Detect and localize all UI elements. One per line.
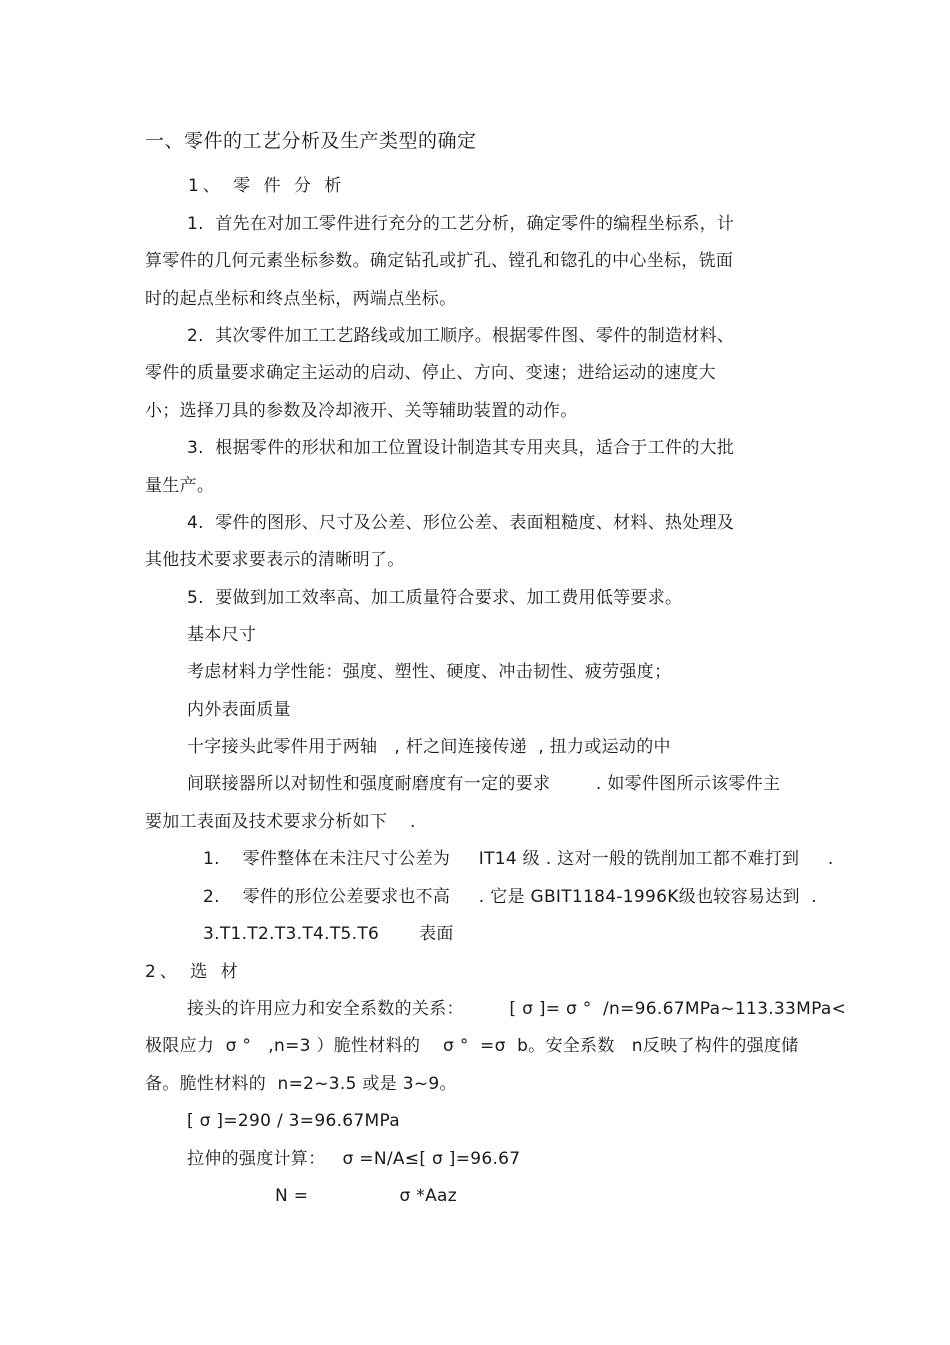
material-properties-line: 考虑材料力学性能：强度、塑性、硬度、冲击韧性、疲劳强度； — [187, 662, 672, 682]
paragraph-4-line-1: 4. 零件的图形、尺寸及公差、形位公差、表面粗糙度、材料、热处理及 — [187, 513, 735, 533]
paragraph-1-line-2: 算零件的几何元素坐标参数。确定钻孔或扩孔、镗孔和锪孔的中心坐标，铣面 — [145, 251, 734, 271]
section-heading-material-selection: 2、 选 材 — [145, 962, 242, 982]
cross-joint-line-3: 要加工表面及技术要求分析如下 . — [145, 812, 416, 832]
selection-line-2: 极限应力 σ ° ,n=3 ）脆性材料的 σ ° =σ b。安全系数 n反映了构件的强度储 — [145, 1036, 799, 1056]
paragraph-1-line-1: 1. 首先在对加工零件进行充分的工艺分析，确定零件的编程坐标系，计 — [187, 214, 735, 234]
selection-line-3: 备。脆性材料的 n=2~3.5 或是 3~9。 — [145, 1074, 457, 1094]
selection-line-1: 接头的许用应力和安全系数的关系： [ σ ]= σ ° /n=96.67MPa~113.33MPa< — [187, 999, 847, 1019]
section-heading-part-analysis: 1、 零 件 分 析 — [188, 176, 346, 196]
document-title: 一、零件的工艺分析及生产类型的确定 — [145, 130, 477, 152]
requirement-item-1: 1. 零件整体在未注尺寸公差为 IT14 级 . 这对一般的铣削加工都不难打到 . — [203, 849, 834, 869]
formula-tensile-strength: 拉伸的强度计算： σ =N/A≤[ σ ]=96.67 — [187, 1149, 521, 1169]
cross-joint-line-2: 间联接器所以对韧性和强度耐磨度有一定的要求 . 如零件图所示该零件主 — [187, 774, 781, 794]
paragraph-5-line-1: 5. 要做到加工效率高、加工质量符合要求、加工费用低等要求。 — [187, 588, 683, 608]
paragraph-1-line-3: 时的起点坐标和终点坐标，两端点坐标。 — [145, 289, 457, 309]
formula-axial-force: N = σ *Aaz — [275, 1186, 457, 1206]
paragraph-2-line-3: 小；选择刀具的参数及冷却液开、关等辅助装置的动作。 — [145, 401, 578, 421]
formula-allowable-stress: [ σ ]=290 / 3=96.67MPa — [187, 1111, 400, 1131]
requirement-item-3: 3.T1.T2.T3.T4.T5.T6 表面 — [203, 924, 454, 944]
paragraph-3-line-1: 3. 根据零件的形状和加工位置设计制造其专用夹具，适合于工件的大批 — [187, 438, 735, 458]
cross-joint-line-1: 十字接头此零件用于两轴 , 杆之间连接传递 , 扭力或运动的中 — [187, 737, 671, 757]
requirement-item-2: 2. 零件的形位公差要求也不高 . 它是 GBIT1184-1996K级也较容易达到 . — [203, 887, 817, 907]
surface-quality-label: 内外表面质量 — [187, 700, 291, 720]
paragraph-2-line-1: 2. 其次零件加工工艺路线或加工顺序。根据零件图、零件的制造材料、 — [187, 326, 735, 346]
basic-size-label: 基本尺寸 — [187, 625, 257, 645]
paragraph-3-line-2: 量生产。 — [145, 476, 215, 496]
paragraph-4-line-2: 其他技术要求要表示的清晰明了。 — [145, 550, 405, 570]
paragraph-2-line-2: 零件的质量要求确定主运动的启动、停止、方向、变速；进给运动的速度大 — [145, 363, 716, 383]
